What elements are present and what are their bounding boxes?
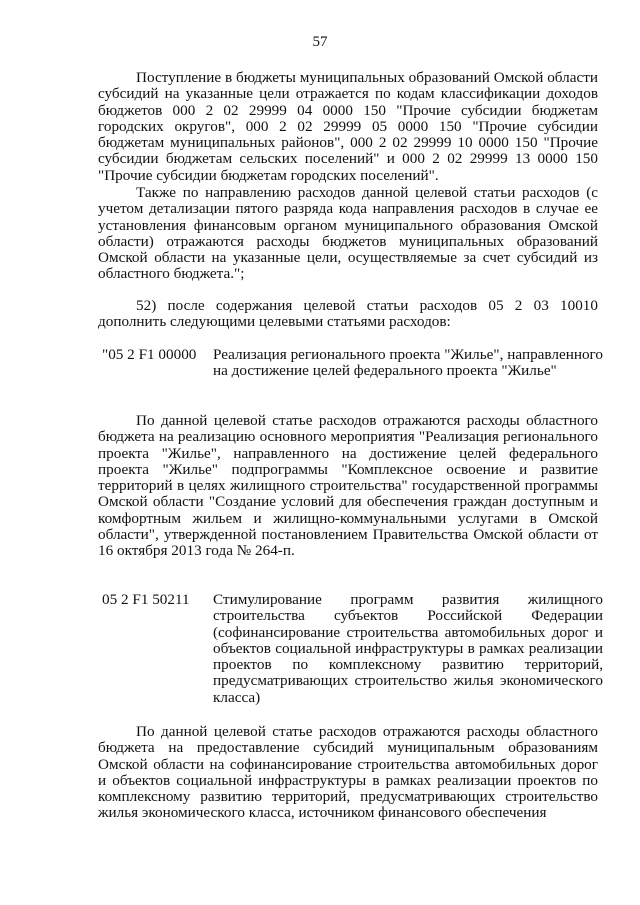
paragraph-subsidy-expenses: По данной целевой статье расходов отражаются расходы областного бюджета на предоставление субсидий муниципальным образованиям Омской области на софинансирование строительства автомобильных дорог и объектов социальной инфраструктуры в рамках реализации проектов по комплексному развитию территорий, предусматривающих строительство жилья экономического класса, источником финансового обеспечения — [98, 723, 598, 822]
entry-description: Реализация регионального проекта "Жилье", направленного на достижение целей федерального проекта "Жилье" — [213, 346, 603, 380]
entry-description: Стимулирование программ развития жилищного строительства субъектов Российской Федерации (софинансирование строительства автомобильных дорог и объектов социальной инфраструктуры в рамках реализации проектов по комплексному развитию территорий, предусматривающих строительство жилья экономического класса) — [213, 591, 603, 706]
entry-code: "05 2 F1 00000 — [102, 346, 197, 363]
paragraph-amendment-52: 52) после содержания целевой статьи расходов 05 2 03 10010 дополнить следующими целевыми статьями расходов: — [98, 297, 598, 331]
paragraph-income-codes: Поступление в бюджеты муниципальных образований Омской области субсидий на указанные цели отражается по кодам классификации доходов бюджетов 000 2 02 29999 04 0000 150 "Прочие субсидии бюджетам городских округов", 000 2 02 29999 05 0000 150 "Прочие субсидии бюджетам муниципальных районов", 000 2 02 29999 10 0000 150 "Прочие субсидии бюджетам сельских поселений" и 000 2 02 29999 13 0000 150 "Прочие субсидии бюджетам городских поселений". — [98, 69, 598, 184]
paragraph-housing-project-expenses: По данной целевой статье расходов отражаются расходы областного бюджета на реализацию основного мероприятия "Реализация регионального проекта "Жилье", направленного на достижение целей федерального проекта "Жилье" подпрограммы "Комплексное освоение и развитие территорий в целях жилищного строительства" государственной программы Омской области "Создание условий для обеспечения граждан доступным и комфортным жильем и жилищно-коммунальными услугами в Омской области", утвержденной постановлением Правительства Омской области от 16 октября 2013 года № 264-п. — [98, 412, 598, 560]
entry-code: 05 2 F1 50211 — [102, 591, 190, 608]
page-number: 57 — [312, 34, 328, 50]
paragraph-municipal-expenses: Также по направлению расходов данной целевой статьи расходов (с учетом детализации пятого разряда кода направления расходов в случае ее установления финансовым органом муниципального образования Омской области) отражаются расходы бюджетов муниципальных образований Омской области на указанные цели, осуществляемые за счет субсидий из областного бюджета."; — [98, 184, 598, 283]
